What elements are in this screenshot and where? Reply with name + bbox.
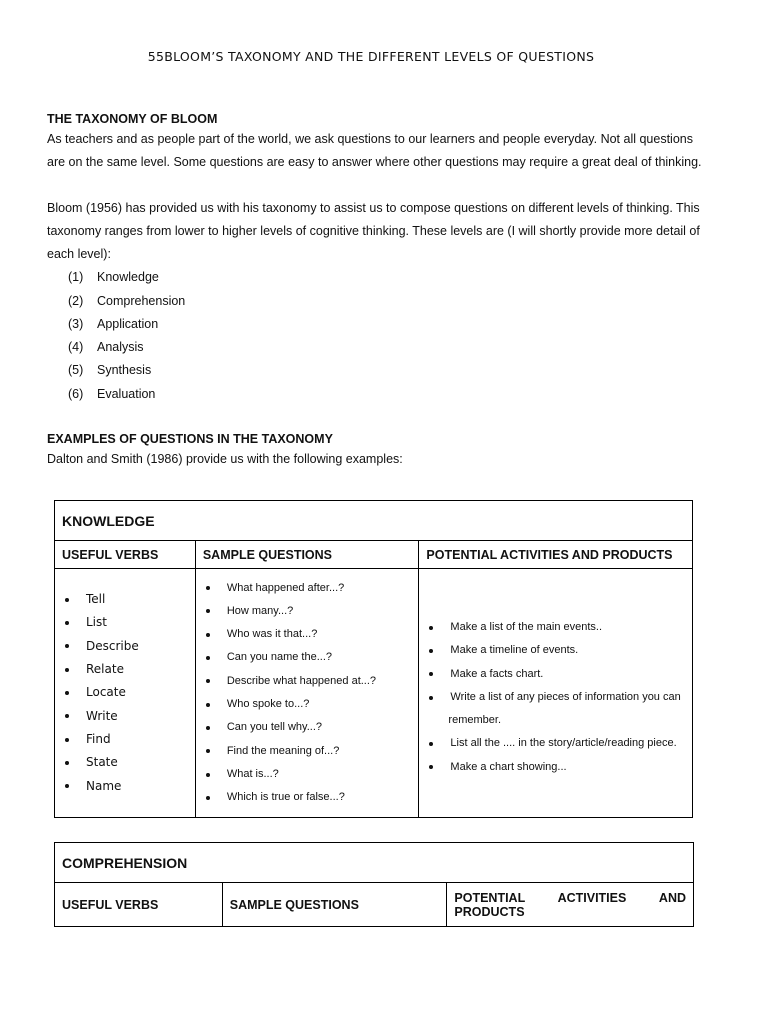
list-item: Can you name the...?	[197, 646, 418, 669]
list-item: Describe	[56, 635, 194, 658]
list-item: Make a facts chart.	[420, 663, 691, 686]
column-header: SAMPLE QUESTIONS	[222, 883, 447, 927]
page-title: 55BLOOM’S TAXONOMY AND THE DIFFERENT LEVELS OF QUESTIONS	[147, 49, 595, 64]
list-item: Find	[56, 728, 194, 751]
table-title: KNOWLEDGE	[55, 501, 693, 541]
comprehension-table	[54, 842, 694, 927]
column-header: SAMPLE QUESTIONS	[195, 541, 419, 569]
knowledge-table	[54, 500, 693, 818]
list-item: Who spoke to...?	[197, 693, 418, 716]
verbs-list	[56, 588, 194, 798]
list-item: What is...?	[197, 763, 418, 786]
list-item: What happened after...?	[197, 577, 418, 600]
section-heading-examples: EXAMPLES OF QUESTIONS IN THE TAXONOMY	[47, 431, 333, 446]
bloom-paragraph: Bloom (1956) has provided us with his taxonomy to assist us to compose questions on different levels of thinking. This taxonomy ranges from lower to higher levels of cognitive thinking. These levels are (I will shortly provide more detail of each level):	[47, 200, 700, 262]
list-item: (3) Application	[68, 316, 159, 331]
list-item: Make a timeline of events.	[420, 639, 691, 662]
activities-cell	[419, 569, 693, 818]
column-header: USEFUL VERBS	[55, 883, 223, 927]
list-item: Describe what happened at...?	[197, 670, 418, 693]
list-item: Can you tell why...?	[197, 716, 418, 739]
questions-list	[197, 577, 418, 810]
section-heading-taxonomy: THE TAXONOMY OF BLOOM	[47, 112, 218, 126]
list-item: List all the .... in the story/article/reading piece.	[420, 732, 691, 755]
list-item: Make a chart showing...	[420, 756, 691, 779]
list-item: List	[56, 611, 194, 634]
verbs-cell	[55, 569, 196, 818]
list-item: Write	[56, 705, 194, 728]
list-item: (5) Synthesis	[68, 363, 152, 378]
document-body	[47, 110, 707, 471]
levels-list	[47, 266, 707, 405]
list-item: Tell	[56, 588, 194, 611]
list-item: (4) Analysis	[68, 340, 144, 355]
table-title: COMPREHENSION	[55, 843, 694, 883]
column-header: POTENTIAL ACTIVITIES AND PRODUCTS	[447, 883, 694, 927]
questions-cell	[195, 569, 419, 818]
column-header: USEFUL VERBS	[55, 541, 196, 569]
list-item: Make a list of the main events..	[420, 616, 691, 639]
list-item: Write a list of any pieces of information you can	[420, 686, 691, 709]
intro-paragraph: As teachers and as people part of the world, we ask questions to our learners and people everyday. Not all questions are on the same level. Some questions are easy to answer where other questions may require a great deal of thinking.	[47, 132, 702, 170]
list-item: Who was it that...?	[197, 623, 418, 646]
list-item: Which is true or false...?	[197, 786, 418, 809]
list-item: Find the meaning of...?	[197, 740, 418, 763]
column-header: POTENTIAL ACTIVITIES AND PRODUCTS	[419, 541, 693, 569]
list-item: (6) Evaluation	[68, 386, 156, 401]
list-item: (2) Comprehension	[68, 293, 186, 308]
activities-list	[420, 616, 691, 779]
examples-intro: Dalton and Smith (1986) provide us with the following examples:	[47, 451, 403, 466]
list-item: Relate	[56, 658, 194, 681]
list-item: State	[56, 751, 194, 774]
list-item: How many...?	[197, 600, 418, 623]
list-item: (1) Knowledge	[68, 270, 159, 285]
list-item: Name	[56, 775, 194, 798]
list-item: remember.	[448, 714, 501, 727]
list-item: Locate	[56, 681, 194, 704]
